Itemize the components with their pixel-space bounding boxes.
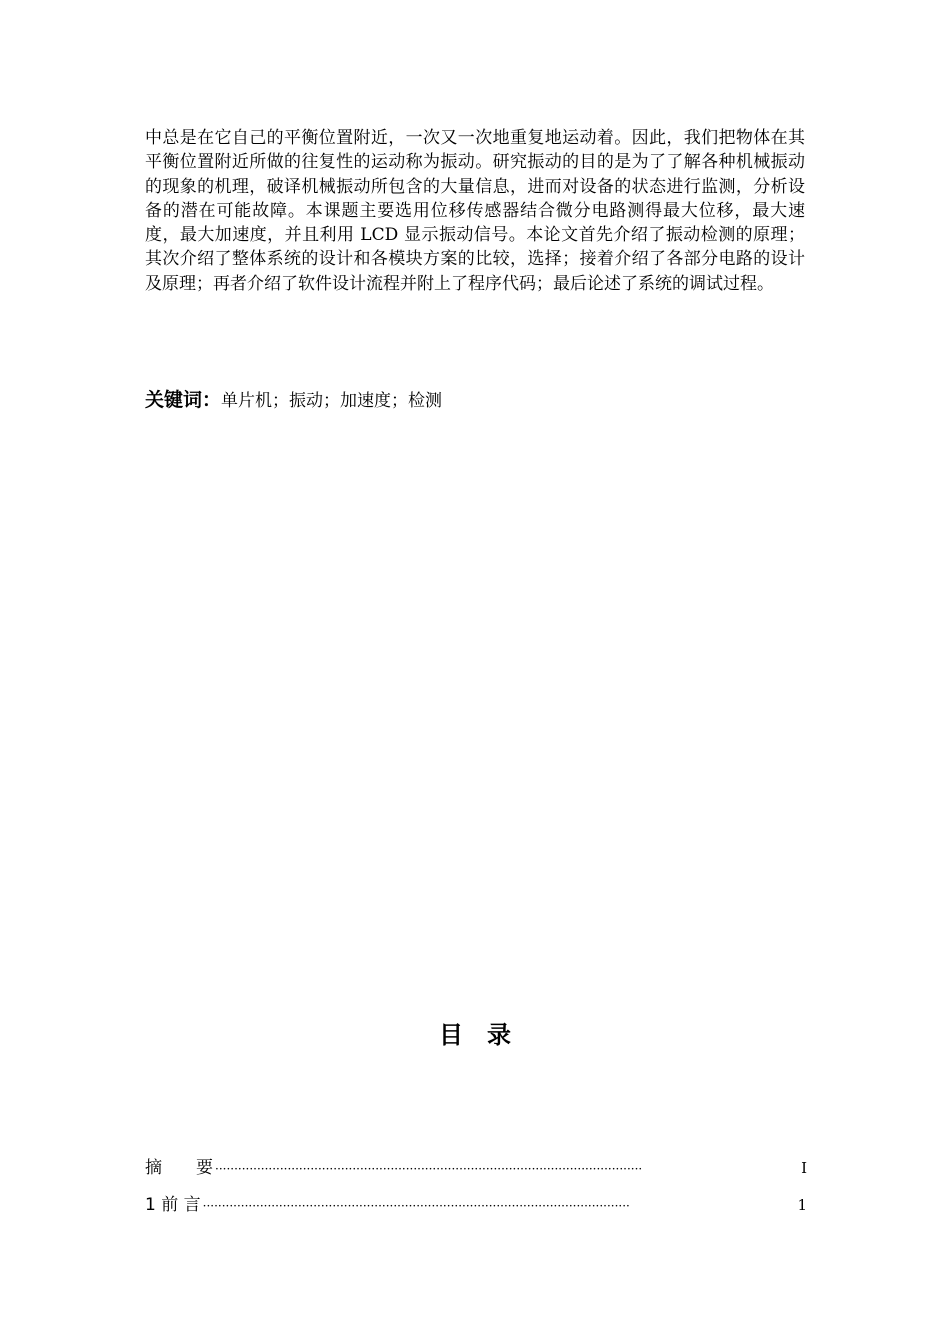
toc-entry-preface[interactable] xyxy=(145,1190,807,1227)
toc-entry-page: I xyxy=(801,1159,807,1177)
table-of-contents xyxy=(145,1153,807,1227)
toc-entry-page: 1 xyxy=(797,1196,807,1214)
toc-title: 目 录 xyxy=(439,1021,511,1049)
keywords-line xyxy=(145,388,442,413)
keywords-label: 关键词： xyxy=(145,389,222,411)
toc-leader-dots: ················································································································ xyxy=(215,1162,643,1176)
toc-entry-abstract[interactable] xyxy=(145,1153,807,1190)
keywords-text: 单片机；振动；加速度；检测 xyxy=(221,391,443,411)
toc-entry-label: 摘 要 xyxy=(145,1158,213,1178)
toc-entry-label: 1 前 言 xyxy=(145,1195,201,1215)
abstract-paragraph: 中总是在它自己的平衡位置附近，一次又一次地重复地运动着。因此，我们把物体在其平衡位置附近所做的往复性的运动称为振动。研究振动的目的是为了了解各种机械振动的现象的机理，破译机械振动所包含的大量信息，进而对设备的状态进行监测，分析设备的潜在可能故障。本课题主要选用位移传感器结合微分电路测得最大位移，最大速度，最大加速度，并且利用 LCD 显示振动信号。本论文首先介绍了振动检测的原理；其次介绍了整体系统的设计和各模块方案的比较，选择；接着介绍了各部分电路的设计及原理；再者介绍了软件设计流程并附上了程序代码；最后论述了系统的调试过程。 xyxy=(145,128,805,294)
toc-leader-dots: ················································································································ xyxy=(202,1199,630,1213)
